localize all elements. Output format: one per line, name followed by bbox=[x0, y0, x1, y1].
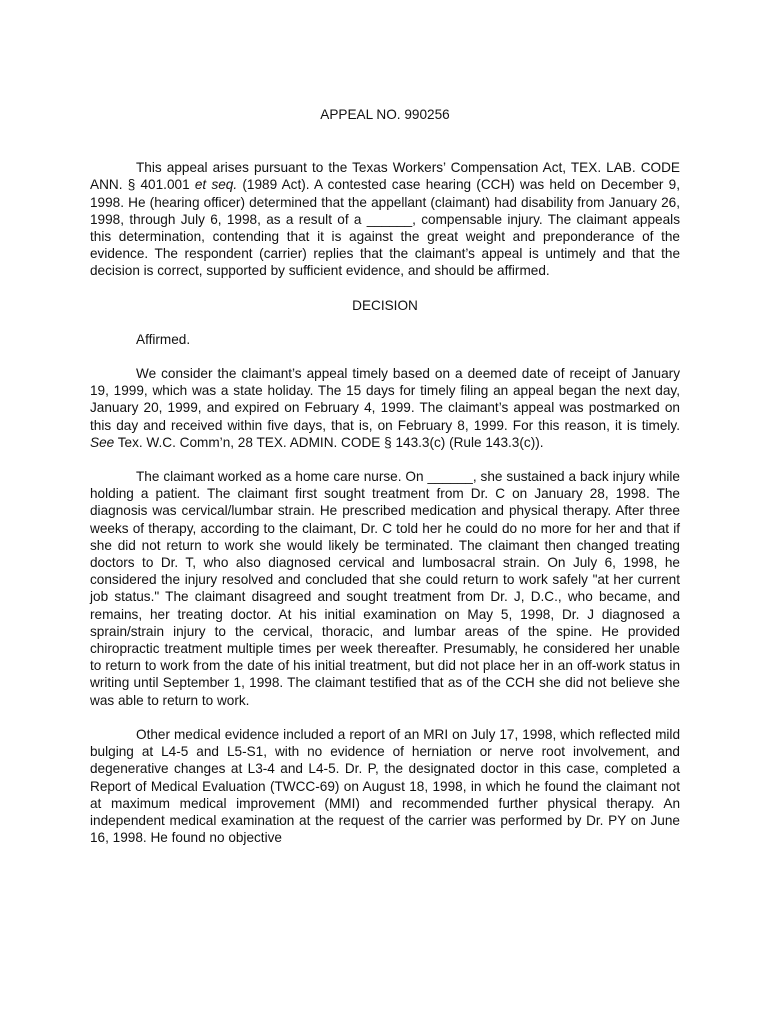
medical-paragraph: Other medical evidence included a report of an MRI on July 17, 1998, which reflected mild bulging at L4-5 and L5-S1, with no evidence of herniation or nerve root involvement, and degenerative changes at L3-4 and L4-5. Dr. P, the designated doctor in this case, completed a Report of Medical Evaluation (TWCC-69) on August 18, 1998, in which he found the claimant not at maximum medical improvement (MMI) and recommended further physical therapy. An independent medical examination at the request of the carrier was performed by Dr. PY on June 16, 1998. He found no objective bbox=[90, 726, 680, 846]
spacer bbox=[90, 314, 680, 331]
timeliness-text-part2: Tex. W.C. Comm’n, 28 TEX. ADMIN. CODE § 143.3(c) (Rule 143.3(c)). bbox=[114, 434, 544, 450]
intro-paragraph bbox=[90, 159, 680, 279]
timeliness-paragraph bbox=[90, 365, 680, 451]
intro-italic: et seq. bbox=[194, 177, 238, 193]
facts-paragraph: The claimant worked as a home care nurse. On ______, she sustained a back injury while holding a patient. The claimant first sought treatment from Dr. C on January 28, 1998. The diagnosis was cervical/lumbar strain. He prescribed medication and physical therapy. After three weeks of therapy, according to the claimant, Dr. C told her he could do no more for her and that if she did not return to work she would likely be terminated. The claimant then changed treating doctors to Dr. T, who also diagnosed cervical and lumbosacral strain. On July 6, 1998, he considered the injury resolved and concluded that she could return to work safely "at her current job status." The claimant disagreed and sought treatment from Dr. J, D.C., who became, and remains, her treating doctor. At his initial examination on May 5, 1998, Dr. J diagnosed a sprain/strain injury to the cervical, thoracic, and lumbar areas of the spine. He provided chiropractic treatment multiple times per week thereafter. Presumably, he considered her unable to return to work from the date of his initial treatment, but did not place her in an off-work status in writing until September 1, 1998. The claimant testified that as of the CCH she did not believe she was able to return to work. bbox=[90, 469, 680, 708]
spacer bbox=[90, 451, 680, 468]
decision-heading: DECISION bbox=[352, 297, 418, 313]
intro-text-part2: (1989 Act). A contested case hearing (CCH) was held on December 9, 1998. He (hearing officer) determined that the appellant (claimant) had disability from January 26, 1998, through July 6, 1998, as a result of a ______, compensable injury. The claimant appeals this determination, contending that it is against the great weight and preponderance of the evidence. The respondent (carrier) replies that the claimant’s appeal is untimely and that the decision is correct, supported by sufficient evidence, and should be affirmed. bbox=[90, 177, 680, 279]
timeliness-text-part1: We consider the claimant’s appeal timely based on a deemed date of receipt of January 19, 1999, which was a state holiday. The 15 days for timely filing an appeal began the next day, January 20, 1999, and expired on February 4, 1999. The claimant’s appeal was postmarked on this day and received within five days, that is, on February 8, 1999. For this reason, it is timely. bbox=[90, 366, 680, 433]
spacer bbox=[90, 280, 680, 297]
timeliness-italic: See bbox=[90, 434, 115, 450]
intro-text-part1: This appeal arises pursuant to the Texas Workers’ Compensation Act, TEX. LAB. CODE ANN. § 401.001 bbox=[90, 160, 680, 193]
spacer bbox=[90, 123, 680, 159]
spacer bbox=[90, 348, 680, 365]
appeal-title: APPEAL NO. 990256 bbox=[320, 107, 450, 122]
affirmed-text: Affirmed. bbox=[136, 331, 191, 347]
spacer bbox=[90, 709, 680, 726]
